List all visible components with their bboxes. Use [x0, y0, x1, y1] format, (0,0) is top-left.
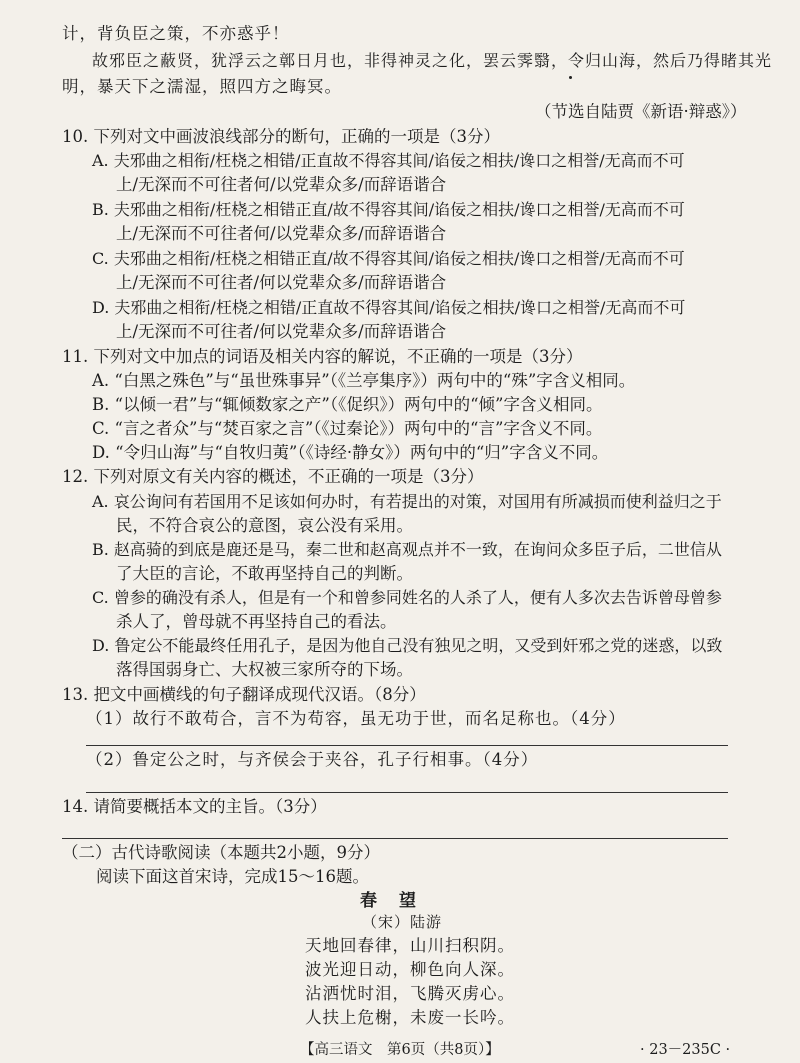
passage-line-1: 计，背负臣之策，不亦惑乎！ [62, 24, 290, 43]
poem-author: （宋）陆游 [362, 913, 443, 931]
q10-option-b-line2: 上/无深而不可往者何/以党辈众多/而辞语谐合 [116, 224, 447, 243]
q12-option-d-line2: 落得国弱身亡、大权被三家所夺的下场。 [116, 660, 413, 679]
q10-option-a-line1: A. 夫邪曲之相衔/枉桡之相错/正直故不得容其间/谄佞之相扶/谗口之相誉/无高而不可 [92, 151, 685, 170]
poem-line-4: 人扶上危榭，未废一长吟。 [305, 1008, 515, 1027]
q12-option-a-line2: 民，不符合哀公的意图，哀公没有采用。 [116, 516, 413, 535]
poem-line-3: 沾洒忧时泪，飞腾灭虏心。 [305, 984, 515, 1003]
q12-stem: 12. 下列对原文有关内容的概述，不正确的一项是（3分） [62, 467, 484, 486]
q12-option-d-line1: D. 鲁定公不能最终任用孔子，是因为他自己没有独见之明，又受到奸邪之党的迷惑，以致 [92, 636, 723, 655]
q12-option-c-line1: C. 曾参的确没有杀人，但是有一个和曾参同姓名的人杀了人，便有人多次去告诉曾母曾参 [92, 588, 722, 607]
q12-option-c-line2: 杀人了，曾母就不再坚持自己的看法。 [116, 612, 397, 631]
answer-line [62, 838, 728, 839]
poem-line-1: 天地回春律，山川扫积阴。 [305, 936, 515, 955]
answer-line [86, 745, 728, 746]
q11-option-d: D. “令归山海”与“自牧归荑”（《诗经·静女》）两句中的“归”字含义不同。 [92, 443, 609, 462]
passage-line-3: 明，暴天下之濡湿，照四方之晦冥。 [62, 77, 342, 96]
q10-option-a-line2: 上/无深而不可往者何/以党辈众多/而辞语谐合 [116, 175, 447, 194]
q13-stem: 13. 把文中画横线的句子翻译成现代汉语。（8分） [62, 685, 426, 704]
answer-line [86, 792, 728, 793]
q14-stem: 14. 请简要概括本文的主旨。（3分） [62, 797, 327, 816]
q10-option-d-line1: D. 夫邪曲之相衔/枉桡之相错/正直故不得容其间/谄佞之相扶/谗口之相誉/无高而不可 [92, 298, 686, 317]
q12-option-b-line1: B. 赵高骑的到底是鹿还是马，秦二世和赵高观点并不一致，在询问众多臣子后，二世信从 [92, 540, 722, 559]
q12-option-b-line2: 了大臣的言论，不敢再坚持自己的判断。 [116, 564, 413, 583]
section-2-intro: 阅读下面这首宋诗，完成15～16题。 [96, 867, 369, 886]
q12-option-a-line1: A. 哀公询问有若国用不足该如何办时，有若提出的对策，对国用有所减损而使利益归之于 [92, 492, 722, 511]
q11-option-a: A. “白黑之殊色”与“虽世殊事异”（《兰亭集序》）两句中的“殊”字含义相同。 [92, 371, 636, 390]
exam-code: · 23－235C · [640, 1042, 731, 1058]
q10-option-c-line1: C. 夫邪曲之相衔/枉桡之相错正直/故不得容其间/谄佞之相扶/谗口之相誉/无高而不可 [92, 249, 685, 268]
q13-sentence-1: （1）故行不敢苟合，言不为苟容，虽无功于世，而名足称也。（4分） [86, 709, 626, 728]
q10-stem: 10. 下列对文中画波浪线部分的断句，正确的一项是（3分） [62, 127, 500, 146]
passage-line-2: 故邪臣之蔽贤，犹浮云之鄣日月也，非得神灵之化，罢云霁翳，令归山海，然后乃得睹其光 [92, 51, 773, 70]
emphasis-dot [569, 76, 572, 79]
passage-source: （节选自陆贾《新语·辩惑》） [535, 102, 747, 121]
page-footer: 【高三语文 第6页（共8页）】 [300, 1042, 500, 1058]
q10-option-c-line2: 上/无深而不可往者/何以党辈众多/而辞语谐合 [116, 273, 447, 292]
q13-sentence-2: （2）鲁定公之时，与齐侯会于夹谷，孔子行相事。（4分） [86, 750, 539, 769]
poem-line-2: 波光迎日动，柳色向人深。 [305, 960, 515, 979]
q11-option-b: B. “以倾一君”与“辄倾数家之产”（《促织》）两句中的“倾”字含义相同。 [92, 395, 603, 414]
poem-title: 春望 [360, 891, 438, 911]
q10-option-d-line2: 上/无深而不可往者/何以党辈众多/而辞语谐合 [116, 322, 447, 341]
q10-option-b-line1: B. 夫邪曲之相衔/枉桡之相错正直/故不得容其间/谄佞之相扶/谗口之相誉/无高而不可 [92, 200, 685, 219]
q11-option-c: C. “言之者众”与“焚百家之言”（《过秦论》）两句中的“言”字含义不同。 [92, 419, 603, 438]
q11-stem: 11. 下列对文中加点的词语及相关内容的解说，不正确的一项是（3分） [62, 347, 583, 366]
section-2-heading: （二）古代诗歌阅读（本题共2小题，9分） [62, 843, 380, 862]
